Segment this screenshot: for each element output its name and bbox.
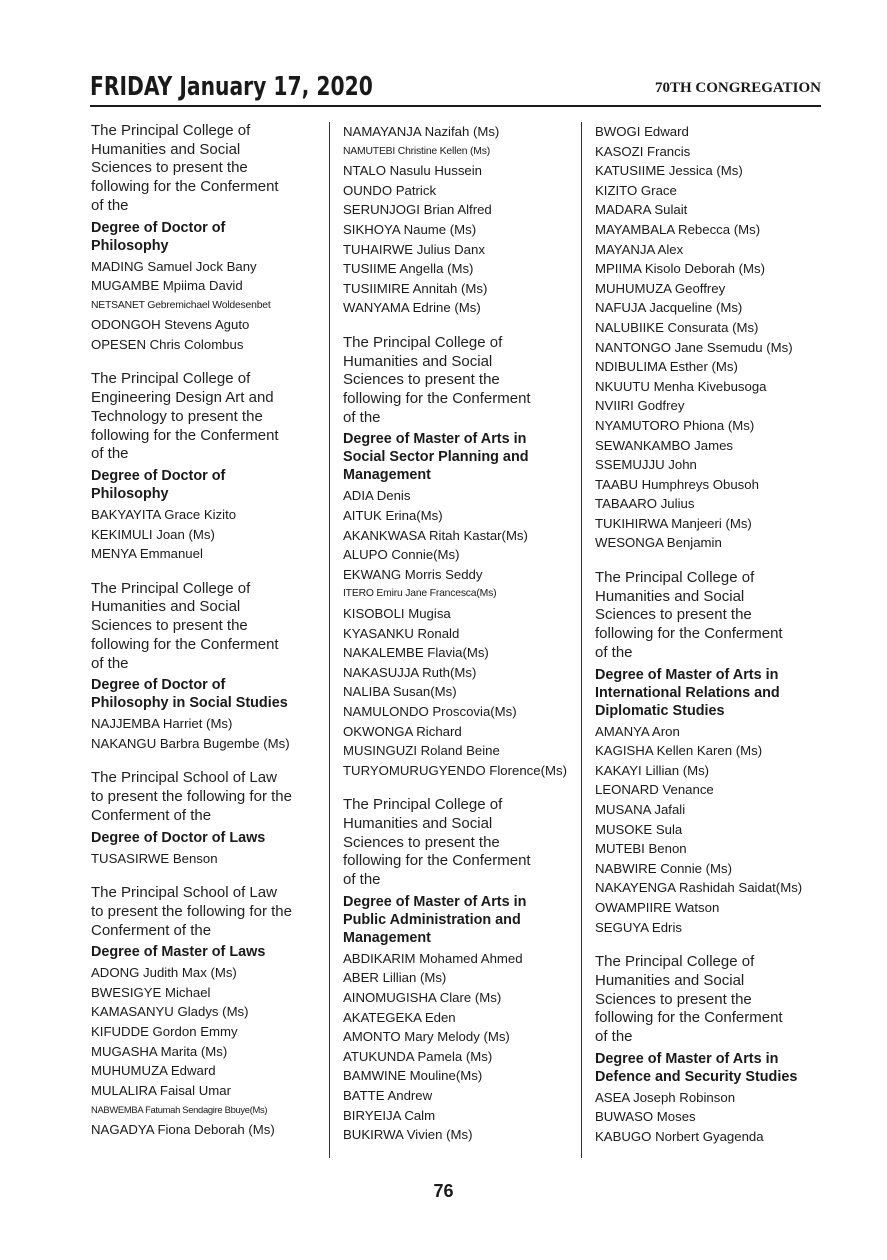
- intro-line: The Principal College of: [91, 579, 251, 597]
- conferment-section: [595, 569, 827, 937]
- graduate-name: BIRYEIJA Calm: [343, 1107, 436, 1123]
- intro-line: Sciences to present the: [343, 833, 500, 851]
- graduate-name: TURYOMURUGYENDO Florence(Ms): [343, 762, 567, 778]
- intro-line: Sciences to present the: [595, 990, 752, 1008]
- column-3: [595, 122, 827, 1162]
- graduate-name: ADONG Judith Max (Ms): [91, 965, 237, 981]
- header-rule: [90, 105, 821, 107]
- intro-line: The Principal College of: [595, 953, 755, 971]
- graduate-name: NKUUTU Menha Kivebusoga: [595, 378, 767, 394]
- graduate-name: NABWEMBA Fatumah Sendagire Bbuye(Ms): [91, 1104, 268, 1116]
- intro-line: to present the following for the: [91, 788, 292, 806]
- degree-line: Degree of Doctor of: [91, 677, 226, 694]
- graduate-name: BWESIGYE Michael: [91, 984, 211, 1000]
- intro-line: to present the following for the: [91, 902, 292, 920]
- conferment-section: [343, 122, 575, 318]
- conferment-section: [91, 370, 325, 563]
- intro-line: Humanities and Social: [595, 587, 745, 605]
- graduate-name: TABAARO Julius: [595, 496, 695, 512]
- section-intro: [343, 796, 575, 890]
- intro-line: Engineering Design Art and: [91, 389, 274, 407]
- graduate-name: NAMAYANJA Nazifah (Ms): [343, 124, 500, 139]
- graduate-name: TAABU Humphreys Obusoh: [595, 476, 759, 492]
- graduate-name: MUGAMBE Mpiima David: [91, 278, 243, 294]
- header-event: 70TH CONGREGATION: [655, 80, 821, 96]
- degree-line: Management: [343, 467, 431, 484]
- graduate-name: NAKALEMBE Flavia(Ms): [343, 645, 489, 661]
- graduate-name: KASOZI Francis: [595, 143, 691, 159]
- degree-line: Degree of Master of Arts in: [343, 893, 527, 910]
- graduate-name: NETSANET Gebremichael Woldesenbet: [91, 299, 271, 311]
- graduate-list: [595, 122, 827, 553]
- intro-line: Humanities and Social: [343, 815, 493, 833]
- conferment-section: [595, 122, 827, 553]
- graduate-name: MUGASHA Marita (Ms): [91, 1043, 228, 1059]
- intro-line: The Principal College of: [343, 796, 503, 814]
- section-intro: [91, 769, 325, 825]
- graduate-name: NDIBULIMA Esther (Ms): [595, 359, 738, 375]
- intro-line: Humanities and Social: [91, 140, 241, 158]
- graduate-name: TUHAIRWE Julius Danx: [343, 241, 485, 257]
- intro-line: following for the Conferment: [595, 1009, 783, 1027]
- intro-line: The Principal College of: [343, 333, 503, 351]
- graduate-name: NALUBIIKE Consurata (Ms): [595, 319, 759, 335]
- graduate-name: EKWANG Morris Seddy: [343, 566, 483, 582]
- section-intro: [91, 122, 325, 216]
- degree-title: [91, 829, 325, 847]
- graduate-name: AKATEGEKA Eden: [343, 1009, 456, 1025]
- graduate-name: OPESEN Chris Colombus: [91, 336, 244, 352]
- degree-line: Public Administration and: [343, 911, 521, 928]
- graduate-name: NAFUJA Jacqueline (Ms): [595, 300, 743, 316]
- intro-line: of the: [91, 654, 129, 672]
- graduate-name: KAMASANYU Gladys (Ms): [91, 1004, 249, 1020]
- conferment-section: [91, 580, 325, 754]
- intro-line: of the: [595, 1027, 633, 1045]
- graduate-name: ADIA Denis: [343, 488, 411, 504]
- intro-line: of the: [91, 196, 129, 214]
- intro-line: The Principal School of Law: [91, 884, 277, 902]
- graduate-name: SERUNJOGI Brian Alfred: [343, 202, 492, 218]
- degree-title: [595, 1050, 827, 1086]
- graduate-name: MAYAMBALA Rebecca (Ms): [595, 221, 761, 237]
- graduate-name: NAKANGU Barbra Bugembe (Ms): [91, 735, 290, 751]
- degree-title: [91, 219, 325, 255]
- graduate-list: [343, 949, 575, 1145]
- graduate-name: NALIBA Susan(Ms): [343, 684, 457, 700]
- graduate-name: ABER Lillian (Ms): [343, 970, 447, 986]
- conferment-section: [91, 884, 325, 1139]
- graduate-name: NABWIRE Connie (Ms): [595, 860, 733, 876]
- graduate-name: NYAMUTORO Phiona (Ms): [595, 417, 755, 433]
- intro-line: of the: [91, 445, 129, 463]
- degree-line: Defence and Security Studies: [595, 1068, 798, 1085]
- graduate-name: OKWONGA Richard: [343, 723, 462, 739]
- section-intro: [91, 370, 325, 464]
- graduate-name: MUSANA Jafali: [595, 801, 686, 817]
- column-divider: [581, 122, 582, 1158]
- intro-line: Conferment of the: [91, 806, 212, 824]
- graduate-name: AMANYA Aron: [595, 723, 680, 739]
- column-2: [343, 122, 575, 1161]
- graduate-name: KEKIMULI Joan (Ms): [91, 526, 215, 542]
- degree-line: Philosophy: [91, 237, 169, 254]
- intro-line: The Principal School of Law: [91, 769, 277, 787]
- graduate-name: KAKAYI Lillian (Ms): [595, 762, 710, 778]
- graduate-list: [595, 722, 827, 938]
- graduate-name: SEGUYA Edris: [595, 919, 682, 935]
- intro-line: The Principal College of: [595, 569, 755, 587]
- intro-line: following for the Conferment: [91, 178, 279, 196]
- section-intro: [595, 953, 827, 1047]
- column-1: [91, 122, 325, 1156]
- intro-line: of the: [595, 643, 633, 661]
- graduate-list: [91, 505, 325, 564]
- intro-line: Sciences to present the: [91, 159, 248, 177]
- graduate-name: NAMULONDO Proscovia(Ms): [343, 703, 517, 719]
- graduate-list: [343, 486, 575, 780]
- graduate-name: KAGISHA Kellen Karen (Ms): [595, 743, 763, 759]
- graduate-name: NAKAYENGA Rashidah Saidat(Ms): [595, 880, 803, 896]
- degree-line: Social Sector Planning and: [343, 449, 529, 466]
- intro-line: The Principal College of: [91, 122, 251, 139]
- degree-line: Management: [343, 929, 431, 946]
- graduate-name: WANYAMA Edrine (Ms): [343, 300, 481, 316]
- degree-line: Philosophy: [91, 486, 169, 502]
- graduate-name: ASEA Joseph Robinson: [595, 1089, 736, 1105]
- graduate-name: OWAMPIIRE Watson: [595, 899, 720, 915]
- graduate-name: TUSASIRWE Benson: [91, 850, 218, 866]
- intro-line: following for the Conferment: [91, 426, 279, 444]
- degree-line: Degree of Doctor of: [91, 468, 226, 484]
- intro-line: Humanities and Social: [595, 971, 745, 989]
- graduate-name: SSEMUJJU John: [595, 457, 697, 473]
- graduate-name: ALUPO Connie(Ms): [343, 547, 460, 563]
- graduate-name: MADARA Sulait: [595, 202, 688, 218]
- graduate-name: ITERO Emiru Jane Francesca(Ms): [343, 588, 497, 600]
- graduate-name: SEWANKAMBO James: [595, 437, 734, 453]
- graduate-name: MUSINGUZI Roland Beine: [343, 743, 500, 759]
- graduate-name: NAKASUJJA Ruth(Ms): [343, 664, 477, 680]
- degree-line: International Relations and: [595, 684, 780, 701]
- graduate-name: AITUK Erina(Ms): [343, 508, 443, 524]
- graduate-name: NTALO Nasulu Hussein: [343, 163, 483, 179]
- graduate-name: BUKIRWA Vivien (Ms): [343, 1127, 473, 1143]
- graduate-name: KYASANKU Ronald: [343, 625, 460, 641]
- header-date: FRIDAY January 17, 2020: [90, 72, 373, 102]
- graduate-name: OUNDO Patrick: [343, 182, 437, 198]
- conferment-section: [91, 769, 325, 868]
- degree-line: Philosophy in Social Studies: [91, 695, 288, 712]
- intro-line: of the: [343, 408, 381, 426]
- graduate-name: AKANKWASA Ritah Kastar(Ms): [343, 527, 528, 543]
- graduate-name: MUHUMUZA Edward: [91, 1063, 216, 1079]
- graduate-name: LEONARD Venance: [595, 782, 714, 798]
- degree-line: Degree of Master of Arts in: [595, 1050, 779, 1067]
- graduate-name: BATTE Andrew: [343, 1088, 433, 1104]
- intro-line: Humanities and Social: [91, 598, 241, 616]
- graduate-name: BWOGI Edward: [595, 124, 689, 139]
- intro-line: Sciences to present the: [91, 617, 248, 635]
- graduate-list: [91, 257, 325, 355]
- degree-line: Degree of Master of Arts in: [595, 666, 779, 683]
- intro-line: following for the Conferment: [343, 390, 531, 408]
- graduate-name: ABDIKARIM Mohamed Ahmed: [343, 950, 523, 966]
- graduate-name: TUSIIMIRE Annitah (Ms): [343, 280, 488, 296]
- intro-line: Conferment of the: [91, 921, 212, 939]
- graduate-name: ODONGOH Stevens Aguto: [91, 317, 250, 333]
- section-intro: [91, 580, 325, 674]
- graduate-name: AINOMUGISHA Clare (Ms): [343, 990, 502, 1006]
- graduate-name: MUHUMUZA Geoffrey: [595, 280, 726, 296]
- section-intro: [595, 569, 827, 663]
- graduate-name: ATUKUNDA Pamela (Ms): [343, 1048, 493, 1064]
- intro-line: following for the Conferment: [91, 635, 279, 653]
- section-intro: [343, 334, 575, 428]
- graduate-name: WESONGA Benjamin: [595, 535, 722, 551]
- intro-line: following for the Conferment: [595, 625, 783, 643]
- conferment-section: [595, 953, 827, 1146]
- intro-line: following for the Conferment: [343, 852, 531, 870]
- degree-title: [343, 893, 575, 947]
- conferment-section: [343, 796, 575, 1144]
- graduate-name: MENYA Emmanuel: [91, 546, 203, 562]
- degree-line: Degree of Doctor of: [91, 219, 226, 236]
- degree-title: [91, 467, 325, 503]
- graduate-list: [91, 963, 325, 1139]
- degree-line: Degree of Master of Laws: [91, 944, 266, 961]
- degree-line: Degree of Master of Arts in: [343, 431, 527, 448]
- intro-line: of the: [343, 871, 381, 889]
- graduate-name: KIFUDDE Gordon Emmy: [91, 1024, 238, 1040]
- graduate-list: [91, 849, 325, 869]
- graduate-name: SIKHOYA Naume (Ms): [343, 221, 477, 237]
- degree-title: [91, 676, 325, 712]
- degree-line: Degree of Doctor of Laws: [91, 829, 266, 846]
- intro-line: Technology to present the: [91, 407, 263, 425]
- section-intro: [91, 884, 325, 940]
- graduate-name: AMONTO Mary Melody (Ms): [343, 1029, 510, 1045]
- graduate-name: MAYANJA Alex: [595, 241, 684, 257]
- graduate-name: KISOBOLI Mugisa: [343, 606, 451, 622]
- degree-line: Diplomatic Studies: [595, 702, 725, 719]
- graduate-list: [343, 122, 575, 318]
- degree-title: [91, 943, 325, 961]
- graduate-name: NVIIRI Godfrey: [595, 398, 685, 414]
- graduate-name: BUWASO Moses: [595, 1109, 696, 1125]
- graduate-name: BAMWINE Mouline(Ms): [343, 1068, 483, 1084]
- graduate-name: BAKYAYITA Grace Kizito: [91, 507, 237, 522]
- graduate-name: MULALIRA Faisal Umar: [91, 1082, 231, 1098]
- conferment-section: [91, 122, 325, 354]
- intro-line: Sciences to present the: [595, 606, 752, 624]
- graduate-name: KIZITO Grace: [595, 182, 677, 198]
- graduate-name: MUSOKE Sula: [595, 821, 683, 837]
- degree-title: [343, 430, 575, 484]
- degree-title: [595, 666, 827, 720]
- column-divider: [329, 122, 330, 1158]
- intro-line: Humanities and Social: [343, 352, 493, 370]
- graduate-name: KABUGO Norbert Gyagenda: [595, 1128, 764, 1144]
- intro-line: The Principal College of: [91, 370, 251, 388]
- graduate-name: TUSIIME Angella (Ms): [343, 261, 474, 277]
- graduate-name: MUTEBI Benon: [595, 841, 687, 857]
- graduate-name: NAGADYA Fiona Deborah (Ms): [91, 1122, 275, 1138]
- conferment-section: [343, 334, 575, 780]
- graduate-list: [91, 714, 325, 753]
- page-number: 76: [433, 1181, 454, 1201]
- graduate-name: NAJJEMBA Harriet (Ms): [91, 716, 233, 732]
- graduate-name: NAMUTEBI Christine Kellen (Ms): [343, 145, 491, 157]
- graduate-name: MADING Samuel Jock Bany: [91, 258, 257, 274]
- graduate-name: MPIIMA Kisolo Deborah (Ms): [595, 261, 766, 277]
- graduate-name: TUKIHIRWA Manjeeri (Ms): [595, 515, 752, 531]
- intro-line: Sciences to present the: [343, 371, 500, 389]
- graduate-list: [595, 1088, 827, 1147]
- graduate-name: NANTONGO Jane Ssemudu (Ms): [595, 339, 793, 355]
- graduate-name: KATUSIIME Jessica (Ms): [595, 163, 743, 179]
